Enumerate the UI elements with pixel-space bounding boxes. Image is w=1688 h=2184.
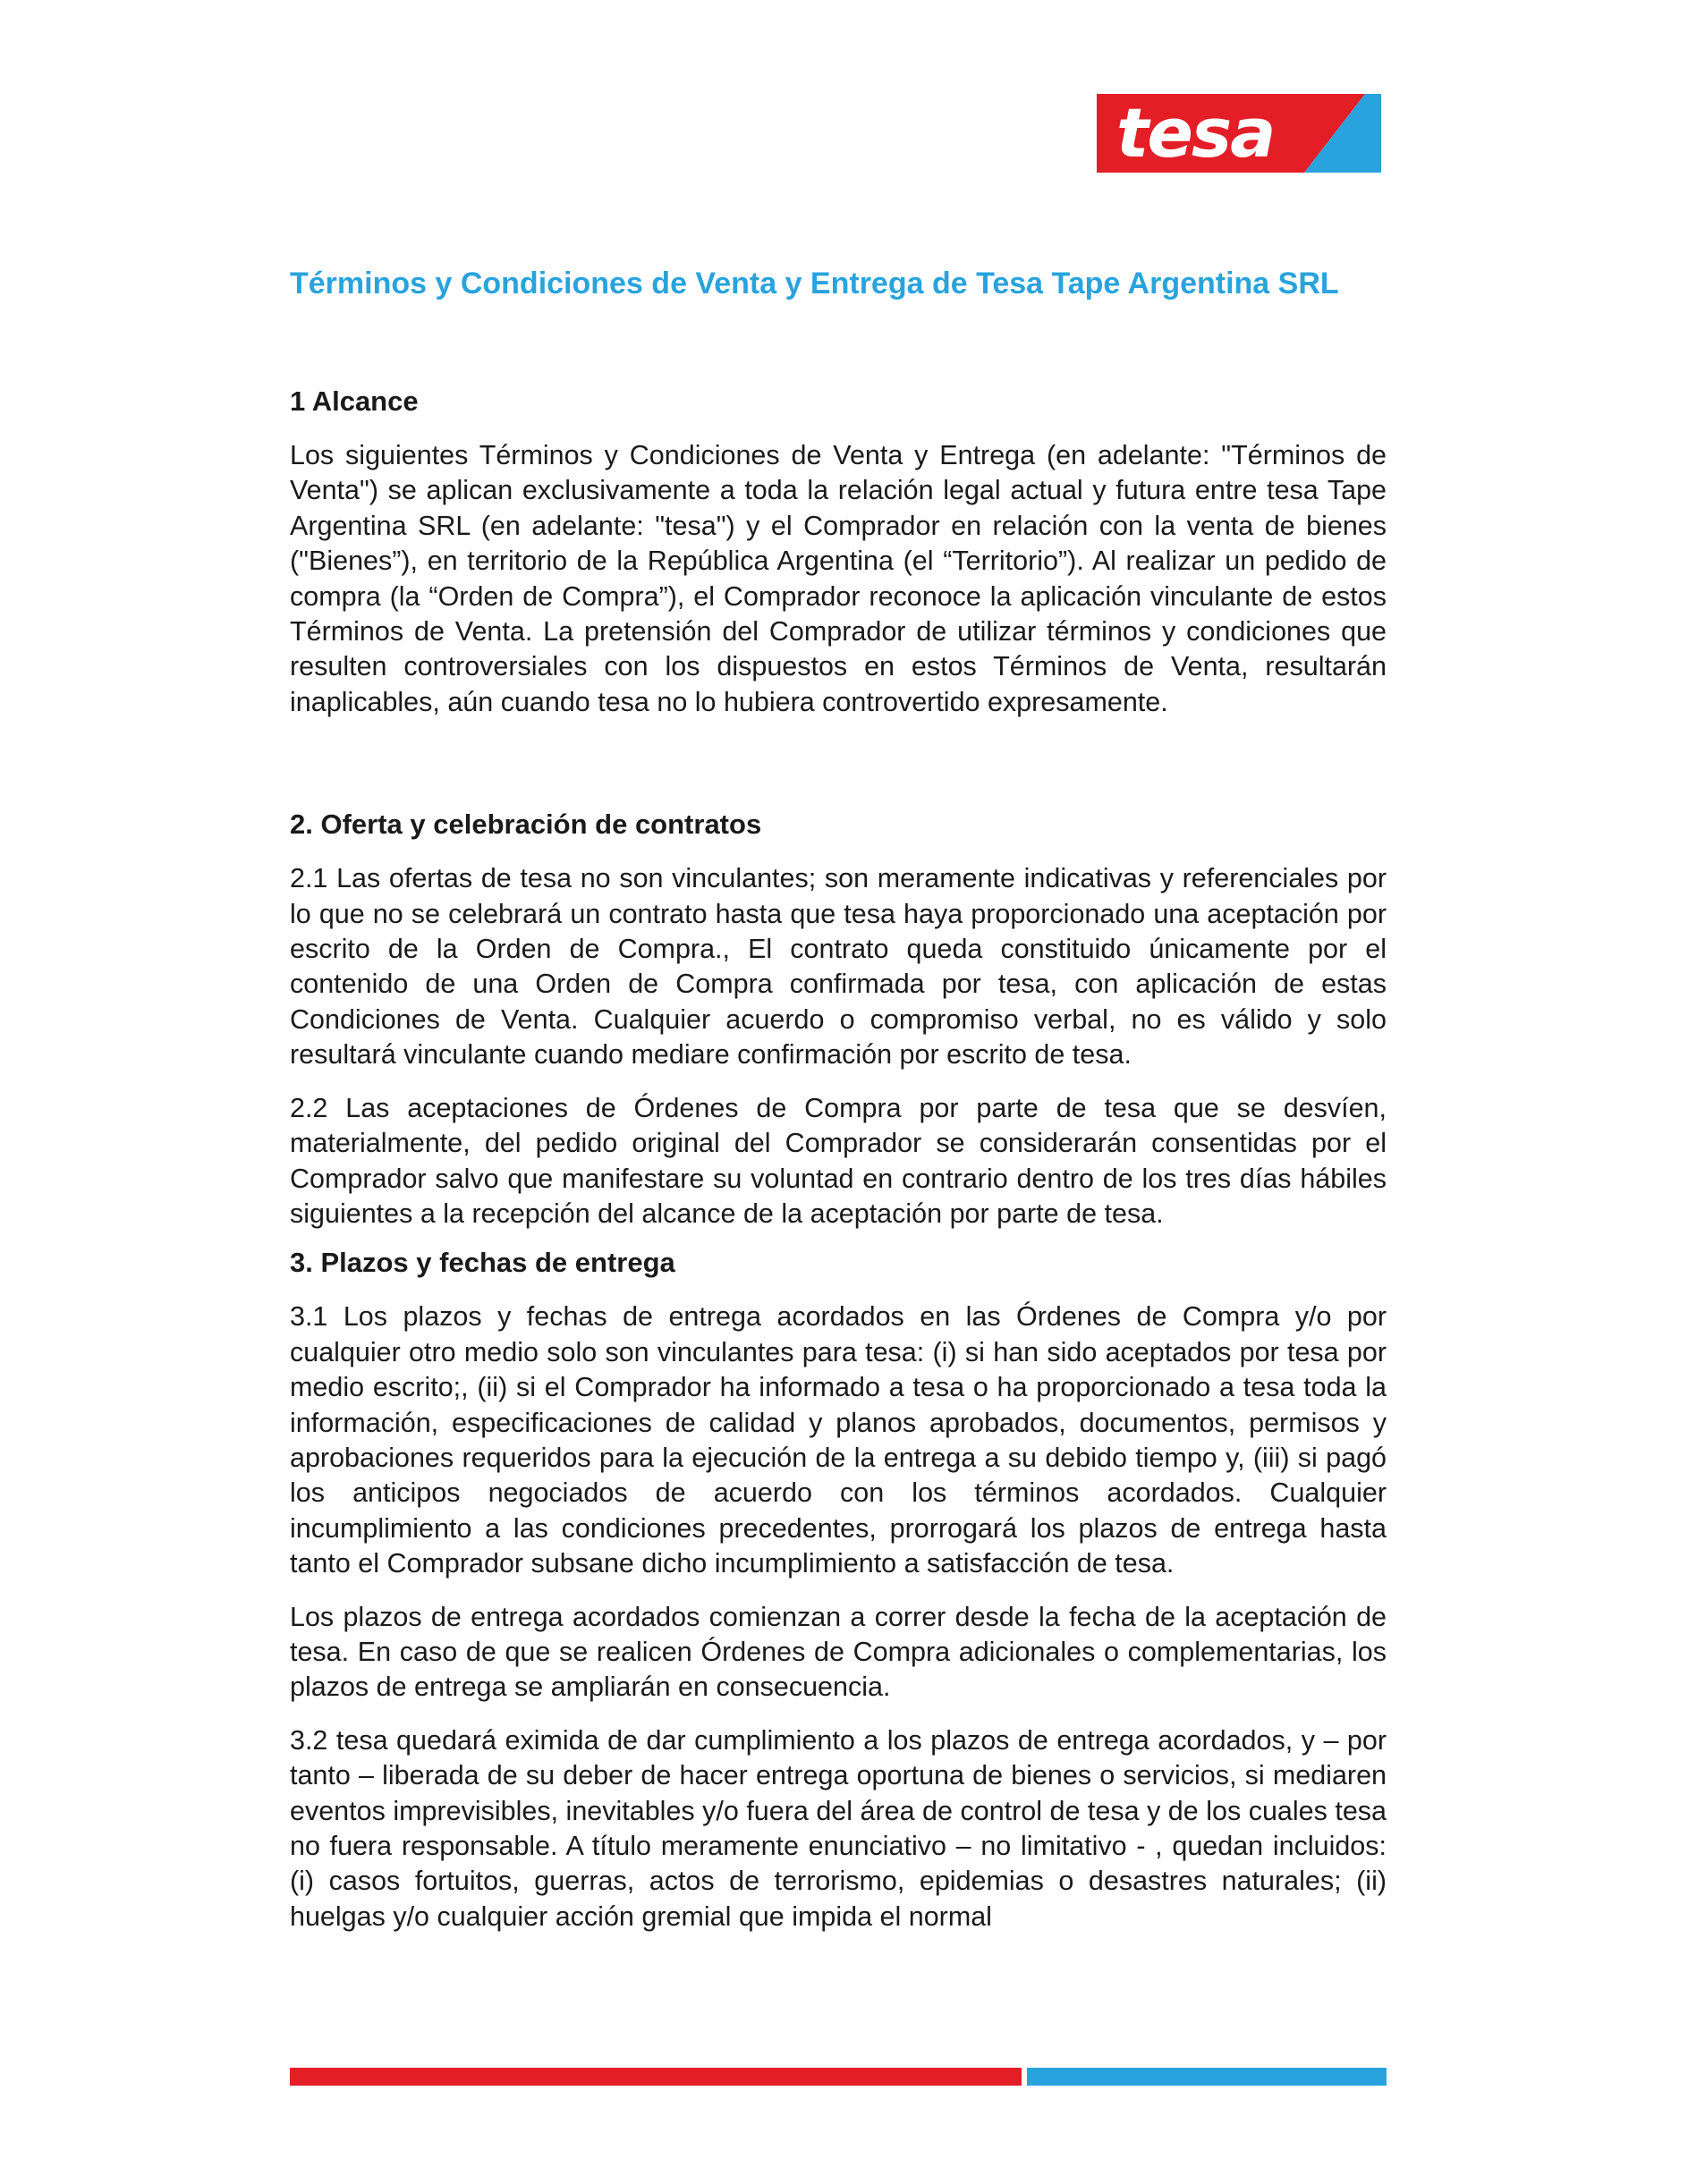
footer-blue-bar: [1027, 2068, 1387, 2086]
paragraph-3-1: 3.1 Los plazos y fechas de entrega acordados en las Órdenes de Compra y/o por cualquier otro medio solo son vinculantes para tesa: (i) si han sido aceptados por tesa por medio escrito;, (ii) si el Comprador ha informado a tesa o ha proporcionado a tesa toda la información, especificaciones de calidad y planos aprobados, documentos, permisos y aprobaciones requeridos para la ejecución de la entrega a su debido tiempo y, (iii) si pagó los anticipos negociados de acuerdo con los términos acordados. Cualquier incumplimiento a las condiciones precedentes, prorrogará los plazos de entrega hasta tanto el Comprador subsane dicho incumplimiento a satisfacción de tesa.: [290, 1301, 1387, 1579]
section-heading-plazos: 3. Plazos y fechas de entrega: [290, 1247, 675, 1279]
paragraph-3-2: 3.2 tesa quedará eximida de dar cumplimiento a los plazos de entrega acordados, y – por tanto – liberada de su deber de hacer entrega oportuna de bienes o servicios, si mediaren eventos imprevisibles, inevitables y/o fuera del área de control de tesa y de los cuales tesa no fuera responsable. A título meramente enunciativo – no limitativo - , quedan incluidos: (i) casos fortuitos, guerras, actos de terrorismo, epidemias o desastres naturales; (ii) huelgas y/o cualquier acción gremial que impida el normal: [290, 1724, 1387, 1932]
paragraph-alcance: Los siguientes Términos y Condiciones de Venta y Entrega (en adelante: "Términos de Venta") se aplican exclusivamente a toda la relación legal actual y futura entre tesa Tape Argentina SRL (en adelante: "tesa") y el Comprador en relación con la venta de bienes ("Bienes”), en territorio de la República Argentina (el “Territorio”). Al realizar un pedido de compra (la “Orden de Compra”), el Comprador reconoce la aplicación vinculante de estos Términos de Venta. La pretensión del Comprador de utilizar términos y condiciones que resulten controversiales con los dispuestos en estos Términos de Venta, resultarán inaplicables, aún cuando tesa no lo hubiera controvertido expresamente.: [290, 440, 1387, 717]
paragraph-3-1-b: Los plazos de entrega acordados comienzan a correr desde la fecha de la aceptación de tesa. En caso de que se realicen Órdenes de Compra adicionales o complementarias, los plazos de entrega se ampliarán en consecuencia.: [290, 1601, 1387, 1703]
paragraph-2-2: 2.2 Las aceptaciones de Órdenes de Compra por parte de tesa que se desvíen, materialmente, del pedido original del Comprador se considerarán consentidas por el Comprador salvo que manifestare su voluntad en contrario dentro de los tres días hábiles siguientes a la recepción del alcance de la aceptación por parte de tesa.: [290, 1092, 1387, 1229]
tesa-logo: [1097, 94, 1381, 173]
logo-text: tesa: [1116, 94, 1275, 173]
document-body: [290, 383, 1387, 1934]
section-heading-alcance: 1 Alcance: [290, 385, 419, 417]
section-heading-oferta: 2. Oferta y celebración de contratos: [290, 808, 762, 841]
document-title: Términos y Condiciones de Venta y Entrega de Tesa Tape Argentina SRL: [290, 267, 1339, 301]
paragraph-2-1: 2.1 Las ofertas de tesa no son vinculantes; son meramente indicativas y referenciales por lo que no se celebrará un contrato hasta que tesa haya proporcionado una aceptación por escrito de la Orden de Compra., El contrato queda constituido únicamente por el contenido de una Orden de Compra confirmada por tesa, con aplicación de estas Condiciones de Venta. Cualquier acuerdo o compromiso verbal, no es válido y solo resultará vinculante cuando mediare confirmación por escrito de tesa.: [290, 863, 1387, 1071]
footer-red-bar: [290, 2068, 1022, 2086]
